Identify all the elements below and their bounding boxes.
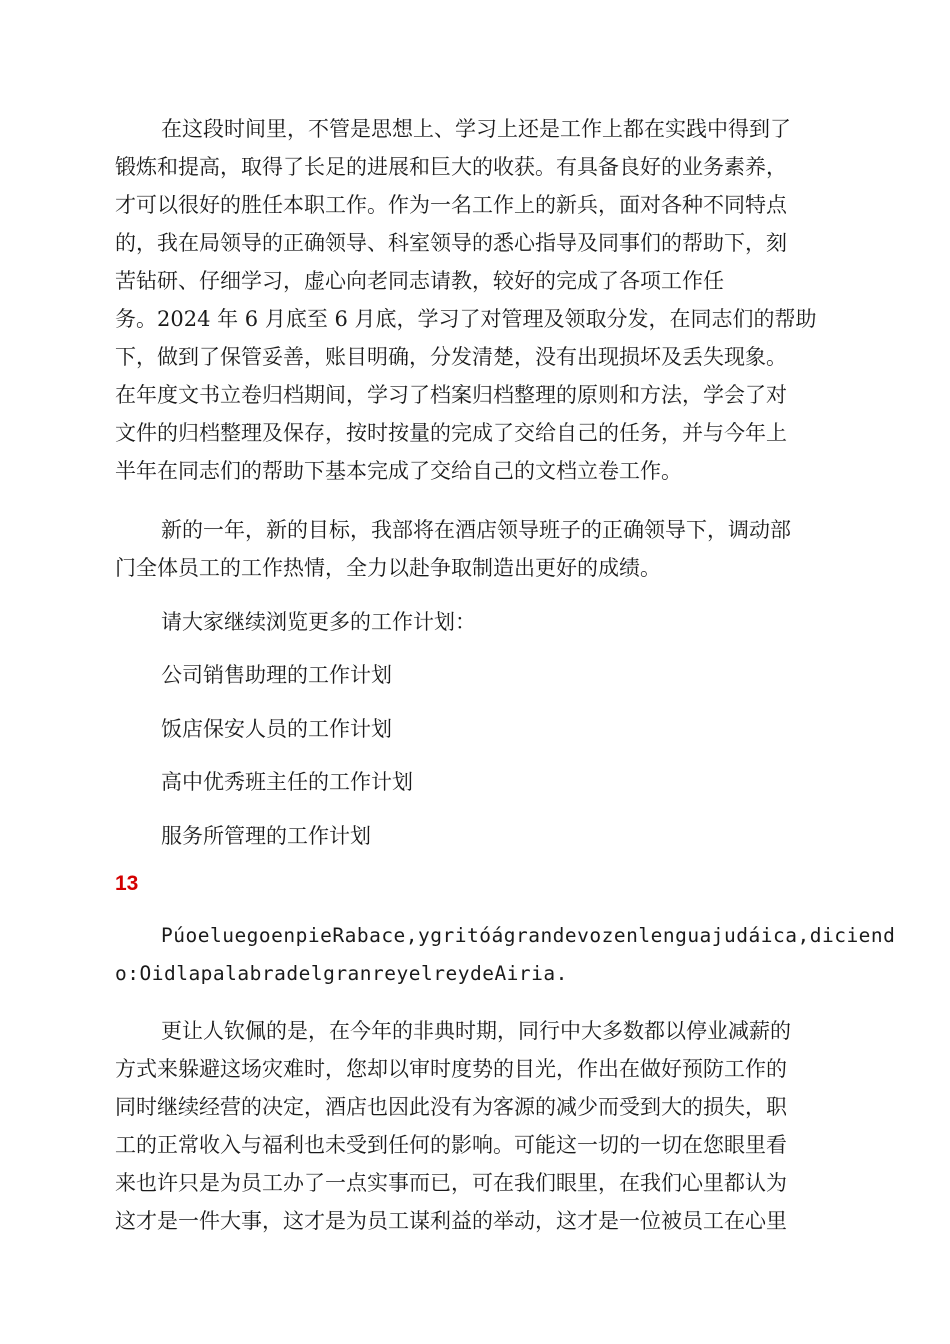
related-link-head-teacher[interactable]: 高中优秀班主任的工作计划 (161, 770, 413, 794)
text-line: 苦钻研、仔细学习，虚心向老同志请教，较好的完成了各项工作任 (115, 269, 724, 293)
text-line: 工的正常收入与福利也未受到任何的影响。可能这一切的一切在您眼里看 (115, 1133, 787, 1157)
related-link-hotel-security[interactable]: 饭店保安人员的工作计划 (161, 717, 392, 741)
related-link-sales-assistant[interactable]: 公司销售助理的工作计划 (161, 663, 392, 687)
text-line: 同时继续经营的决定，酒店也因此没有为客源的减少而受到大的损失，职 (115, 1095, 787, 1119)
section-number: 13 (115, 872, 139, 895)
paragraph-admiration (115, 1012, 835, 1240)
text-line: 这才是一件大事，这才是为员工谋利益的举动，这才是一位被员工在心里 (115, 1209, 787, 1233)
text-line: 方式来躲避这场灾难时，您却以审时度势的目光，作出在做好预防工作的 (115, 1057, 787, 1081)
related-link-service-management[interactable]: 服务所管理的工作计划 (161, 824, 371, 848)
text-line: PúoeluegoenpieRabace,ygritóágrandevozenlenguajudáica,diciend (161, 924, 896, 947)
text-line: 下，做到了保管妥善，账目明确，分发清楚，没有出现损坏及丢失现象。 (115, 345, 787, 369)
text-line: 在这段时间里，不管是思想上、学习上还是工作上都在实践中得到了 (161, 117, 791, 141)
paragraph-new-year-goal (115, 511, 835, 587)
more-plans-prompt: 请大家继续浏览更多的工作计划： (161, 610, 476, 634)
text-line: 锻炼和提高，取得了长足的进展和巨大的收获。有具备良好的业务素养， (115, 155, 787, 179)
text-line: o:OidlapalabradelgranreyelreydeAiria. (115, 962, 568, 985)
text-line: 务。2024 年 6 月底至 6 月底，学习了对管理及领取分发，在同志们的帮助 (115, 307, 817, 331)
text-line: 在年度文书立卷归档期间，学习了档案归档整理的原则和方法，学会了对 (115, 383, 787, 407)
text-line: 文件的归档整理及保存，按时按量的完成了交给自己的任务，并与今年上 (115, 421, 787, 445)
text-line: 新的一年，新的目标，我部将在酒店领导班子的正确领导下，调动部 (161, 518, 791, 542)
text-line: 半年在同志们的帮助下基本完成了交给自己的文档立卷工作。 (115, 459, 682, 483)
text-line: 门全体员工的工作热情，全力以赴争取制造出更好的成绩。 (115, 556, 661, 580)
paragraph-work-summary (115, 110, 835, 490)
text-line: 的，我在局领导的正确领导、科室领导的悉心指导及同事们的帮助下，刻 (115, 231, 787, 255)
paragraph-spanish-quote (115, 917, 896, 993)
text-line: 才可以很好的胜任本职工作。作为一名工作上的新兵，面对各种不同特点 (115, 193, 787, 217)
text-line: 来也许只是为员工办了一点实事而已，可在我们眼里，在我们心里都认为 (115, 1171, 787, 1195)
text-line: 更让人钦佩的是，在今年的非典时期，同行中大多数都以停业减薪的 (161, 1019, 791, 1043)
